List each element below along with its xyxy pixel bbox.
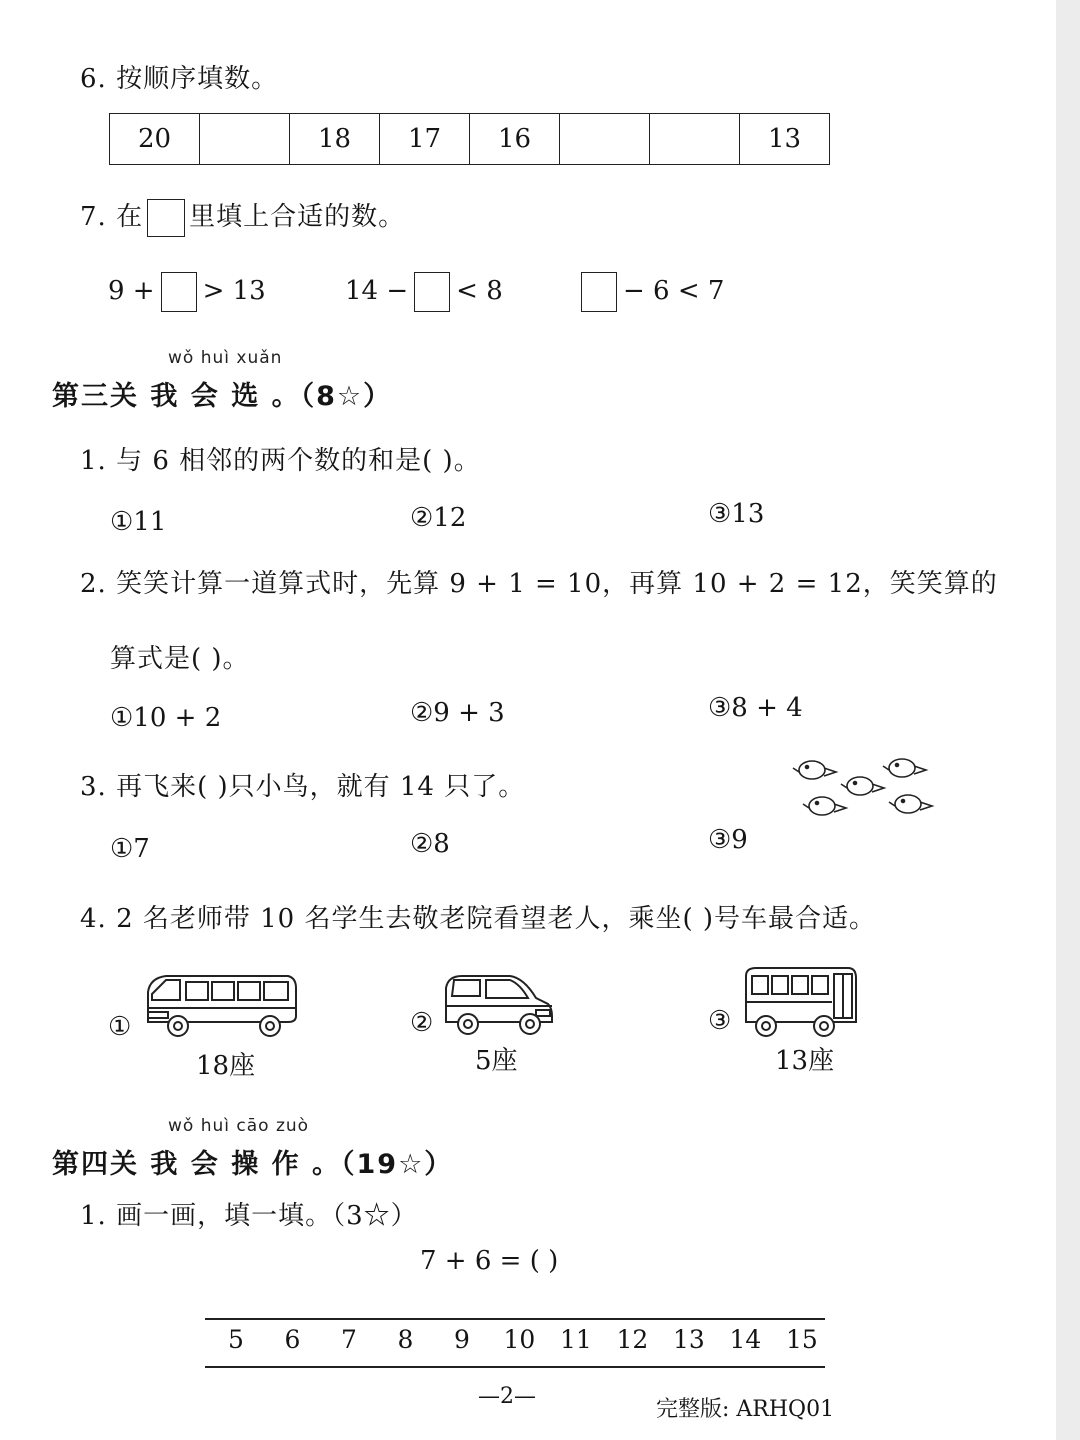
sequence-cell: 16: [470, 114, 560, 165]
s3q3-option-1[interactable]: ①7: [110, 834, 150, 864]
s3q3-option-2[interactable]: ②8: [410, 829, 450, 859]
q7-title-pre: 7. 在: [80, 202, 144, 232]
page-edge: [1056, 0, 1080, 1440]
sequence-cell: 20: [110, 114, 200, 165]
s3q2-option-1[interactable]: ①10 + 2: [110, 703, 222, 733]
s3q1-option-2[interactable]: ②12: [410, 503, 467, 533]
inequality-1: [108, 272, 266, 312]
sequence-table: [109, 113, 830, 165]
number-line-tick: 11: [560, 1325, 592, 1354]
number-line-tick: 13: [673, 1325, 705, 1354]
inequality-2: [345, 272, 503, 312]
s4q1-equation[interactable]: 7 + 6 = ( ): [420, 1246, 559, 1276]
bird-icon: [793, 761, 836, 779]
bus2-seats: 5座: [475, 1046, 518, 1076]
number-line-bottom: [205, 1366, 825, 1368]
bus1-seats: 18座: [196, 1051, 256, 1081]
edition-code: 完整版: ARHQ01: [656, 1397, 835, 1422]
answer-box[interactable]: [414, 272, 450, 312]
s3q2-line1: 2. 笑笑计算一道算式时，先算 9 + 1 = 10，再算 10 + 2 = 12，笑笑算的: [80, 569, 998, 599]
number-line-tick: 10: [503, 1325, 536, 1354]
sequence-cell: 13: [740, 114, 830, 165]
q7-title-post: 里填上合适的数。: [189, 202, 406, 232]
number-line-tick: 7: [341, 1325, 357, 1354]
section3-title: 第三关 我 会 选 。（8☆）: [52, 381, 393, 412]
s3q3-option-3[interactable]: ③9: [708, 825, 748, 855]
bird-icon: [889, 795, 932, 813]
section3-pinyin: wǒ huì xuǎn: [168, 348, 283, 368]
sample-box: [147, 199, 185, 237]
van-icon[interactable]: [440, 970, 555, 1040]
s4q1-text: 1. 画一画，填一填。（3☆）: [80, 1201, 418, 1231]
inequality-1-left: 9 +: [108, 276, 155, 306]
q6-title: 6. 按顺序填数。: [80, 64, 279, 94]
number-line-tick: 5: [228, 1325, 244, 1354]
section4-title: 第四关 我 会 操 作 。（19☆）: [52, 1149, 454, 1180]
s3q3-text: 3. 再飞来( )只小鸟，就有 14 只了。: [80, 772, 526, 802]
sequence-cell-blank[interactable]: [200, 114, 290, 165]
q7-title: [80, 196, 405, 237]
sequence-cell-blank[interactable]: [650, 114, 740, 165]
bird-icon: [803, 797, 846, 815]
sequence-cell: 18: [290, 114, 380, 165]
minibus-icon[interactable]: [140, 970, 300, 1042]
sequence-cell: 17: [380, 114, 470, 165]
s3q1-option-1[interactable]: ①11: [110, 507, 167, 537]
number-line-tick: 8: [397, 1325, 414, 1354]
inequality-2-right: < 8: [456, 276, 503, 306]
page-number: —2—: [478, 1384, 536, 1409]
bird-icon: [883, 759, 926, 777]
answer-box[interactable]: [161, 272, 197, 312]
s3q2-option-2[interactable]: ②9 + 3: [410, 698, 505, 728]
section4-pinyin: wǒ huì cāo zuò: [168, 1116, 310, 1136]
inequality-1-right: > 13: [202, 276, 266, 306]
s3q1-option-3[interactable]: ③13: [708, 499, 765, 529]
answer-box[interactable]: [581, 272, 617, 312]
s3q1-text: 1. 与 6 相邻的两个数的和是( )。: [80, 446, 481, 476]
bus1-number[interactable]: ①: [108, 1012, 132, 1042]
number-line-tick: 15: [786, 1325, 818, 1354]
bus3-number[interactable]: ③: [708, 1006, 732, 1036]
number-line-top: [205, 1318, 825, 1320]
s3q2-line2: 算式是( )。: [110, 644, 250, 674]
number-line-tick: 9: [454, 1325, 470, 1354]
number-line-tick: 6: [284, 1325, 301, 1354]
bird-icon: [841, 777, 884, 795]
inequality-3: [575, 272, 724, 312]
birds-illustration: [790, 750, 940, 830]
number-line-tick: 14: [729, 1325, 762, 1354]
bus2-number[interactable]: ②: [410, 1008, 434, 1038]
inequality-3-right: − 6 < 7: [623, 276, 725, 306]
inequality-2-left: 14 −: [345, 276, 409, 306]
s3q4-text: 4. 2 名老师带 10 名学生去敬老院看望老人，乘坐( )号车最合适。: [80, 904, 877, 934]
sequence-cell-blank[interactable]: [560, 114, 650, 165]
s3q2-option-3[interactable]: ③8 + 4: [708, 693, 803, 723]
number-line-tick: 12: [616, 1325, 649, 1354]
bus-icon[interactable]: [740, 964, 860, 1040]
bus3-seats: 13座: [775, 1046, 835, 1076]
